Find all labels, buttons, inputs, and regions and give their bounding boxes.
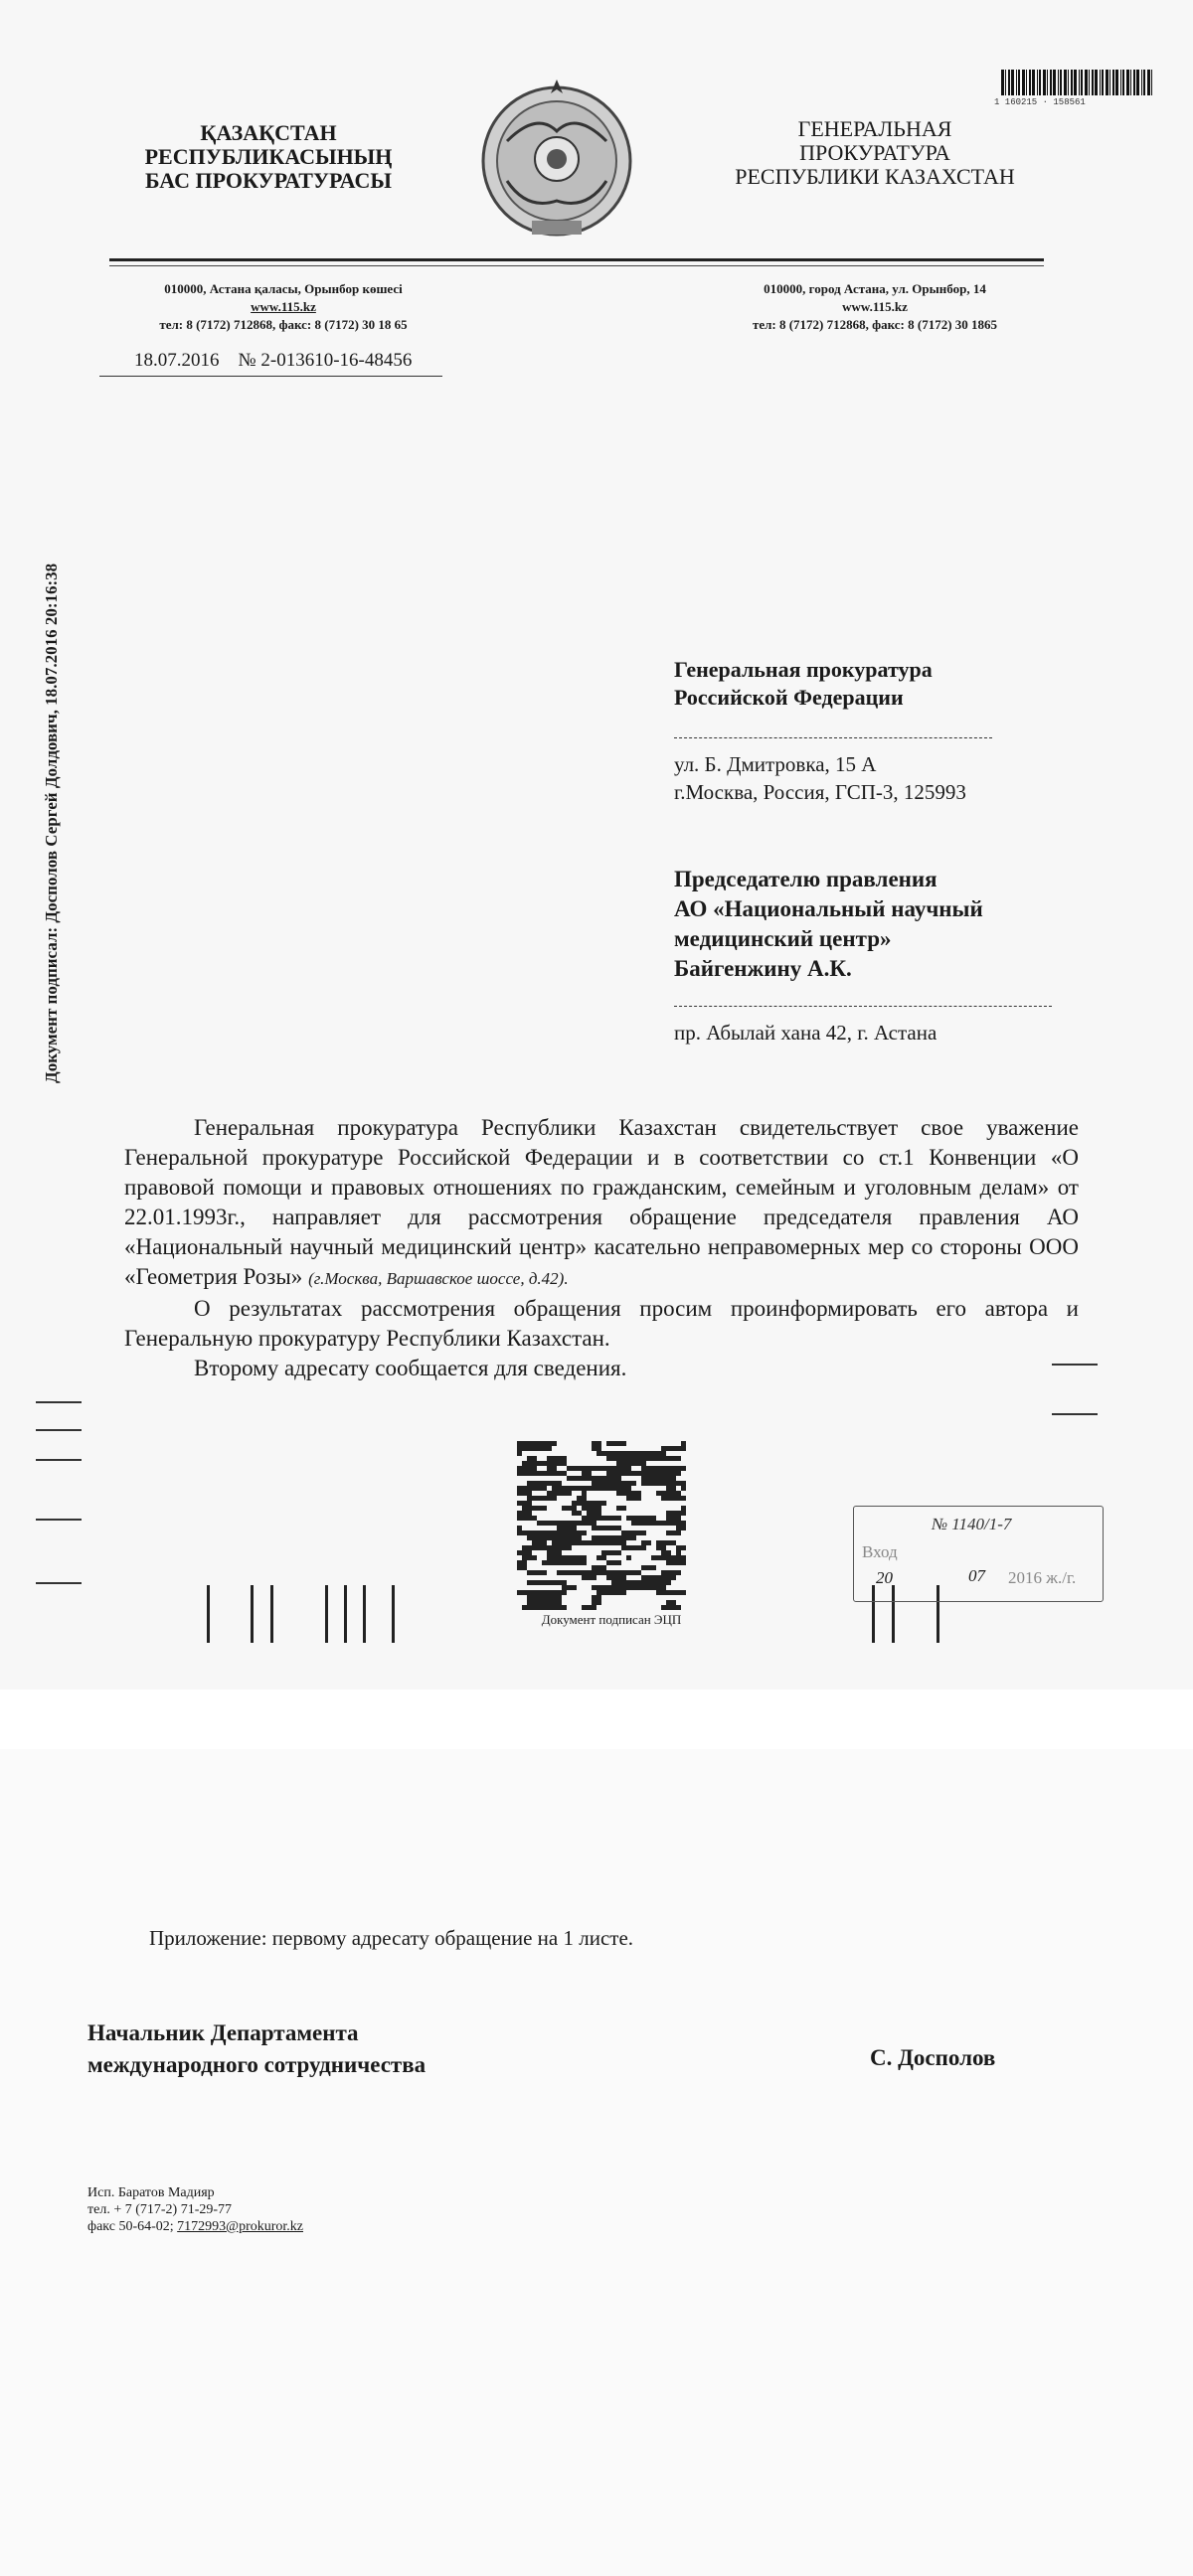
stamp-month: 07 xyxy=(968,1566,985,1585)
tick-mark xyxy=(325,1585,328,1643)
ecp-caption: Документ подписан ЭЦП xyxy=(541,1612,682,1627)
address-phone: тел: 8 (7172) 712868, факс: 8 (7172) 30 18 65 xyxy=(159,317,408,332)
executor-name: Исп. Баратов Мадияр xyxy=(87,2185,215,2200)
recipient-line: Генеральная прокуратура xyxy=(674,657,933,682)
recipient-1 xyxy=(674,656,933,712)
header-left-line: БАС ПРОКУРАТУРАСЫ xyxy=(145,168,392,193)
address-web: www.115.kz xyxy=(842,299,908,314)
recipient-2-separator xyxy=(674,1006,1052,1008)
stamp-year: 2016 ж./г. xyxy=(1008,1568,1077,1587)
barcode-number: 1 160215 · 158561 xyxy=(994,97,1086,107)
reg-date: 18.07.2016 xyxy=(134,350,220,371)
executor-contacts xyxy=(87,2218,303,2235)
address-web: www.115.kz xyxy=(251,299,316,314)
margin-mark xyxy=(36,1519,82,1521)
attachment-note: Приложение: первому адресату обращение на 1 листе. xyxy=(149,1926,634,1950)
address-line: ул. Б. Дмитровка, 15 А xyxy=(674,752,877,776)
stamp-label: Вход xyxy=(862,1542,898,1561)
address-line: г.Москва, Россия, ГСП-3, 125993 xyxy=(674,780,966,804)
tick-mark xyxy=(207,1585,210,1643)
letter-body xyxy=(124,1113,1079,1383)
document-page-2 xyxy=(0,1749,1193,2576)
side-signature: Документ подписал: Досполов Сергей Долдович, 18.07.2016 20:16:38 xyxy=(42,563,61,1083)
address-phone: тел: 8 (7172) 712868, факс: 8 (7172) 30 1865 xyxy=(752,317,998,332)
address-right xyxy=(696,280,1054,334)
reg-number: № 2-013610-16-48456 xyxy=(238,350,413,371)
signatory-title-line: международного сотрудничества xyxy=(87,2052,426,2077)
address-left xyxy=(119,280,447,334)
signatory-name: С. Досполов xyxy=(870,2045,996,2070)
page-gap xyxy=(0,1690,1193,1749)
signatory-title-line: Начальник Департамента xyxy=(87,2020,359,2045)
recipient-2-address xyxy=(674,1019,937,1046)
recipient-line: медицинский центр» xyxy=(674,926,892,951)
header-right-line: ПРОКУРАТУРА xyxy=(799,140,950,165)
body-paragraph-2: О результатах рассмотрения обращения просим проинформировать его автора и Генеральную прокуратуру Республики Казахстан. xyxy=(124,1296,1079,1351)
margin-mark xyxy=(36,1401,82,1403)
stamp-number: № 1140/1-7 xyxy=(932,1515,1012,1533)
header-left-kazakh xyxy=(139,121,398,193)
margin-mark xyxy=(1052,1413,1098,1415)
qr-code-icon xyxy=(517,1441,686,1610)
address-line: 010000, Астана қаласы, Орынбор көшесі xyxy=(164,281,403,296)
executor-fax: факс 50-64-02; xyxy=(87,2219,178,2234)
executor-phone: тел. + 7 (717-2) 71-29-77 xyxy=(87,2202,233,2217)
executor-info xyxy=(87,2184,303,2235)
executor-email-link[interactable]: 7172993@prokuror.kz xyxy=(177,2219,303,2234)
tick-mark xyxy=(270,1585,273,1643)
header-right-russian xyxy=(696,117,1054,189)
address-line: 010000, город Астана, ул. Орынбор, 14 xyxy=(764,281,986,296)
stamp-day: 20 xyxy=(876,1568,893,1587)
margin-mark xyxy=(1052,1364,1098,1366)
body-paragraph-3: Второму адресату сообщается для сведения. xyxy=(194,1356,627,1380)
incoming-stamp xyxy=(853,1506,1104,1602)
recipient-1-address xyxy=(674,750,966,806)
tick-mark xyxy=(344,1585,347,1643)
recipient-line: Председателю правления xyxy=(674,867,937,891)
header-left-line: ҚАЗАҚСТАН xyxy=(200,120,337,145)
header-right-line: РЕСПУБЛИКИ КАЗАХСТАН xyxy=(735,164,1015,189)
header-right-line: ГЕНЕРАЛЬНАЯ xyxy=(797,116,952,141)
tick-mark xyxy=(392,1585,395,1643)
recipient-1-separator xyxy=(674,737,992,739)
tick-mark xyxy=(251,1585,254,1643)
body-paragraph-1: Генеральная прокуратура Республики Казахстан свидетельствует свое уважение Генеральной прокуратуре Российской Федерации и в соответствии со ст.1 Конвенции «О правовой помощи и правовых отношениях по гражданским, семейным и уголовным делам» от 22.01.1993г., направляет для рассмотрения обращение председателя правления АО «Национальный научный медицинский центр» касательно неправомерных мер со стороны ООО «Геометрия Розы» (г.Москва, Варшавское шоссе, д.42). xyxy=(124,1115,1079,1289)
tick-mark xyxy=(363,1585,366,1643)
signatory-title xyxy=(87,2017,426,2081)
header-divider-thin xyxy=(109,265,1044,266)
recipient-line: Байгенжину А.К. xyxy=(674,956,852,981)
recipient-line: Российской Федерации xyxy=(674,685,904,710)
recipient-line: АО «Национальный научный xyxy=(674,896,983,921)
margin-mark xyxy=(36,1459,82,1461)
header-divider xyxy=(109,258,1044,261)
state-emblem-icon xyxy=(477,72,636,260)
margin-mark xyxy=(36,1429,82,1431)
reg-underline xyxy=(99,376,442,377)
body-note: (г.Москва, Варшавское шоссе, д.42). xyxy=(308,1269,569,1288)
margin-mark xyxy=(36,1582,82,1584)
recipient-2 xyxy=(674,865,983,984)
header-left-line: РЕСПУБЛИКАСЫНЫҢ xyxy=(144,144,393,169)
registration-number xyxy=(134,350,412,372)
address-line: пр. Абылай хана 42, г. Астана xyxy=(674,1021,937,1045)
